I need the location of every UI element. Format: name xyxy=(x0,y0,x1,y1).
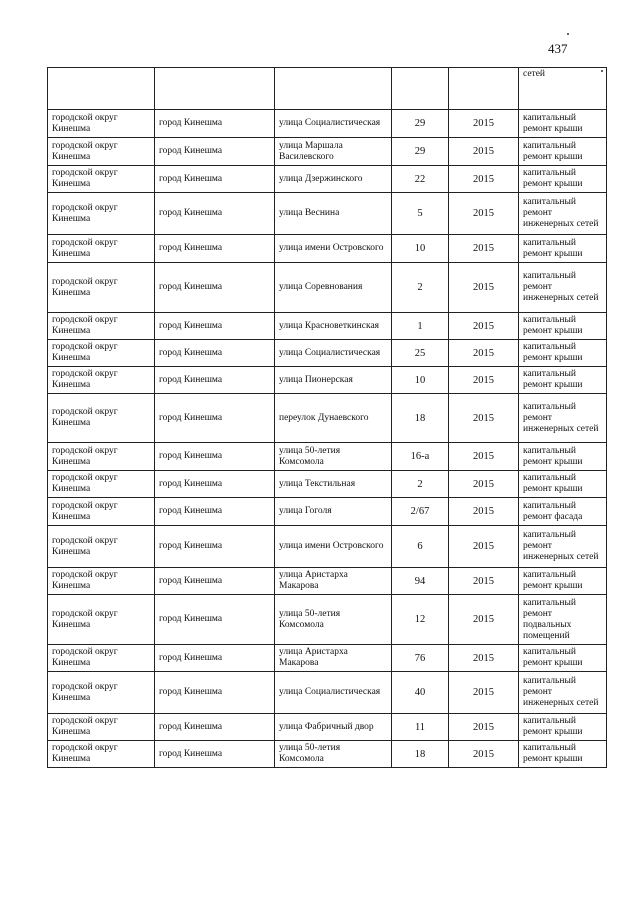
year-cell: 2015 xyxy=(449,498,519,526)
district-cell: городской округ Кинешма xyxy=(48,235,155,263)
street-cell: улица Аристарха Макарова xyxy=(275,568,392,595)
city-cell: город Кинешма xyxy=(155,166,275,193)
house-cell: 2 xyxy=(392,263,449,313)
district-cell: городской округ Кинешма xyxy=(48,568,155,595)
work-type-cell: капитальный ремонт инженерных сетей xyxy=(519,394,607,443)
street-cell: улица Социалистическая xyxy=(275,340,392,367)
district-cell: городской округ Кинешма xyxy=(48,340,155,367)
work-type-cell: капитальный ремонт фасада xyxy=(519,498,607,526)
table-row xyxy=(48,166,607,193)
year-cell: 2015 xyxy=(449,193,519,235)
work-type-cell: капитальный ремонт крыши xyxy=(519,471,607,498)
year-cell: 2015 xyxy=(449,595,519,645)
page-number: 437 xyxy=(548,41,568,56)
table-row xyxy=(48,367,607,394)
city-cell: город Кинешма xyxy=(155,110,275,138)
district-cell: городской округ Кинешма xyxy=(48,714,155,741)
table-row xyxy=(48,672,607,714)
street-cell xyxy=(275,68,392,110)
table-row xyxy=(48,68,607,110)
district-cell: городской округ Кинешма xyxy=(48,741,155,768)
work-type-cell: капитальный ремонт крыши xyxy=(519,714,607,741)
city-cell: город Кинешма xyxy=(155,138,275,166)
city-cell: город Кинешма xyxy=(155,672,275,714)
street-cell: улица имени Островского xyxy=(275,235,392,263)
table-row xyxy=(48,714,607,741)
house-cell: 2 xyxy=(392,471,449,498)
work-type-cell: капитальный ремонт крыши xyxy=(519,235,607,263)
house-cell: 11 xyxy=(392,714,449,741)
district-cell: городской округ Кинешма xyxy=(48,138,155,166)
year-cell: 2015 xyxy=(449,340,519,367)
work-type-cell: капитальный ремонт крыши xyxy=(519,313,607,340)
house-cell: 94 xyxy=(392,568,449,595)
year-cell: 2015 xyxy=(449,394,519,443)
street-cell: улица Социалистическая xyxy=(275,672,392,714)
house-cell: 29 xyxy=(392,138,449,166)
year-cell: 2015 xyxy=(449,235,519,263)
table-row xyxy=(48,645,607,672)
street-cell: улица имени Островского xyxy=(275,526,392,568)
year-cell: 2015 xyxy=(449,672,519,714)
street-cell: улица Фабричный двор xyxy=(275,714,392,741)
work-type-cell: капитальный ремонт крыши xyxy=(519,340,607,367)
year-cell: 2015 xyxy=(449,263,519,313)
house-cell: 22 xyxy=(392,166,449,193)
work-type-cell: капитальный ремонт крыши xyxy=(519,568,607,595)
house-cell: 2/67 xyxy=(392,498,449,526)
table-row xyxy=(48,741,607,768)
city-cell: город Кинешма xyxy=(155,714,275,741)
city-cell: город Кинешма xyxy=(155,595,275,645)
city-cell: город Кинешма xyxy=(155,526,275,568)
year-cell: 2015 xyxy=(449,526,519,568)
street-cell: улица Аристарха Макарова xyxy=(275,645,392,672)
district-cell: городской округ Кинешма xyxy=(48,471,155,498)
city-cell: город Кинешма xyxy=(155,498,275,526)
house-cell: 18 xyxy=(392,394,449,443)
work-type-cell: капитальный ремонт крыши xyxy=(519,741,607,768)
city-cell: город Кинешма xyxy=(155,741,275,768)
house-cell: 18 xyxy=(392,741,449,768)
house-cell: 12 xyxy=(392,595,449,645)
city-cell: город Кинешма xyxy=(155,443,275,471)
table-row xyxy=(48,394,607,443)
year-cell: 2015 xyxy=(449,714,519,741)
district-cell xyxy=(48,68,155,110)
work-type-cell: капитальный ремонт крыши xyxy=(519,443,607,471)
work-type-cell: капитальный ремонт инженерных сетей xyxy=(519,193,607,235)
house-cell: 76 xyxy=(392,645,449,672)
house-cell: 16-а xyxy=(392,443,449,471)
city-cell: город Кинешма xyxy=(155,645,275,672)
district-cell: городской округ Кинешма xyxy=(48,313,155,340)
year-cell: 2015 xyxy=(449,110,519,138)
table-row xyxy=(48,498,607,526)
table-row xyxy=(48,313,607,340)
city-cell: город Кинешма xyxy=(155,313,275,340)
table-row xyxy=(48,595,607,645)
district-cell: городской округ Кинешма xyxy=(48,166,155,193)
table-row xyxy=(48,471,607,498)
district-cell: городской округ Кинешма xyxy=(48,443,155,471)
work-type-cell: капитальный ремонт инженерных сетей xyxy=(519,672,607,714)
street-cell: улица Социалистическая xyxy=(275,110,392,138)
house-cell: 10 xyxy=(392,367,449,394)
work-type-cell: капитальный ремонт инженерных сетей xyxy=(519,526,607,568)
house-cell: 29 xyxy=(392,110,449,138)
city-cell xyxy=(155,68,275,110)
year-cell: 2015 xyxy=(449,367,519,394)
year-cell: 2015 xyxy=(449,166,519,193)
district-cell: городской округ Кинешма xyxy=(48,498,155,526)
table-row xyxy=(48,110,607,138)
district-cell: городской округ Кинешма xyxy=(48,394,155,443)
table-row xyxy=(48,138,607,166)
district-cell: городской округ Кинешма xyxy=(48,193,155,235)
district-cell: городской округ Кинешма xyxy=(48,263,155,313)
house-cell: 10 xyxy=(392,235,449,263)
street-cell: улица 50-летия Комсомола xyxy=(275,443,392,471)
table-row xyxy=(48,235,607,263)
street-cell: улица Текстильная xyxy=(275,471,392,498)
street-cell: улица Веснина xyxy=(275,193,392,235)
street-cell: улица Гоголя xyxy=(275,498,392,526)
work-type-cell: капитальный ремонт подвальных помещений xyxy=(519,595,607,645)
work-type-cell: капитальный ремонт крыши xyxy=(519,645,607,672)
district-cell: городской округ Кинешма xyxy=(48,672,155,714)
house-cell: 40 xyxy=(392,672,449,714)
street-cell: улица Красноветкинская xyxy=(275,313,392,340)
housing-repair-table xyxy=(47,67,607,768)
work-type-cell: капитальный ремонт крыши xyxy=(519,138,607,166)
work-type-cell: сетей xyxy=(519,68,607,110)
scan-speck xyxy=(567,33,569,35)
city-cell: город Кинешма xyxy=(155,340,275,367)
district-cell: городской округ Кинешма xyxy=(48,367,155,394)
year-cell: 2015 xyxy=(449,313,519,340)
work-type-cell: капитальный ремонт крыши xyxy=(519,166,607,193)
work-type-cell: капитальный ремонт крыши xyxy=(519,367,607,394)
district-cell: городской округ Кинешма xyxy=(48,645,155,672)
city-cell: город Кинешма xyxy=(155,193,275,235)
district-cell: городской округ Кинешма xyxy=(48,526,155,568)
street-cell: улица Пионерская xyxy=(275,367,392,394)
table-row xyxy=(48,340,607,367)
city-cell: город Кинешма xyxy=(155,471,275,498)
table-row xyxy=(48,526,607,568)
year-cell: 2015 xyxy=(449,568,519,595)
year-cell: 2015 xyxy=(449,741,519,768)
district-cell: городской округ Кинешма xyxy=(48,595,155,645)
house-cell: 5 xyxy=(392,193,449,235)
house-cell xyxy=(392,68,449,110)
work-type-cell: капитальный ремонт крыши xyxy=(519,110,607,138)
street-cell: переулок Дунаевского xyxy=(275,394,392,443)
street-cell: улица Соревнования xyxy=(275,263,392,313)
house-cell: 1 xyxy=(392,313,449,340)
city-cell: город Кинешма xyxy=(155,367,275,394)
district-cell: городской округ Кинешма xyxy=(48,110,155,138)
year-cell: 2015 xyxy=(449,138,519,166)
house-cell: 25 xyxy=(392,340,449,367)
street-cell: улица 50-летия Комсомола xyxy=(275,741,392,768)
city-cell: город Кинешма xyxy=(155,568,275,595)
table-row xyxy=(48,568,607,595)
year-cell: 2015 xyxy=(449,645,519,672)
house-cell: 6 xyxy=(392,526,449,568)
table-row xyxy=(48,193,607,235)
table-row xyxy=(48,443,607,471)
street-cell: улица 50-летия Комсомола xyxy=(275,595,392,645)
city-cell: город Кинешма xyxy=(155,263,275,313)
year-cell xyxy=(449,68,519,110)
street-cell: улица Маршала Василевского xyxy=(275,138,392,166)
year-cell: 2015 xyxy=(449,443,519,471)
table-row xyxy=(48,263,607,313)
street-cell: улица Дзержинского xyxy=(275,166,392,193)
city-cell: город Кинешма xyxy=(155,235,275,263)
year-cell: 2015 xyxy=(449,471,519,498)
work-type-cell: капитальный ремонт инженерных сетей xyxy=(519,263,607,313)
city-cell: город Кинешма xyxy=(155,394,275,443)
